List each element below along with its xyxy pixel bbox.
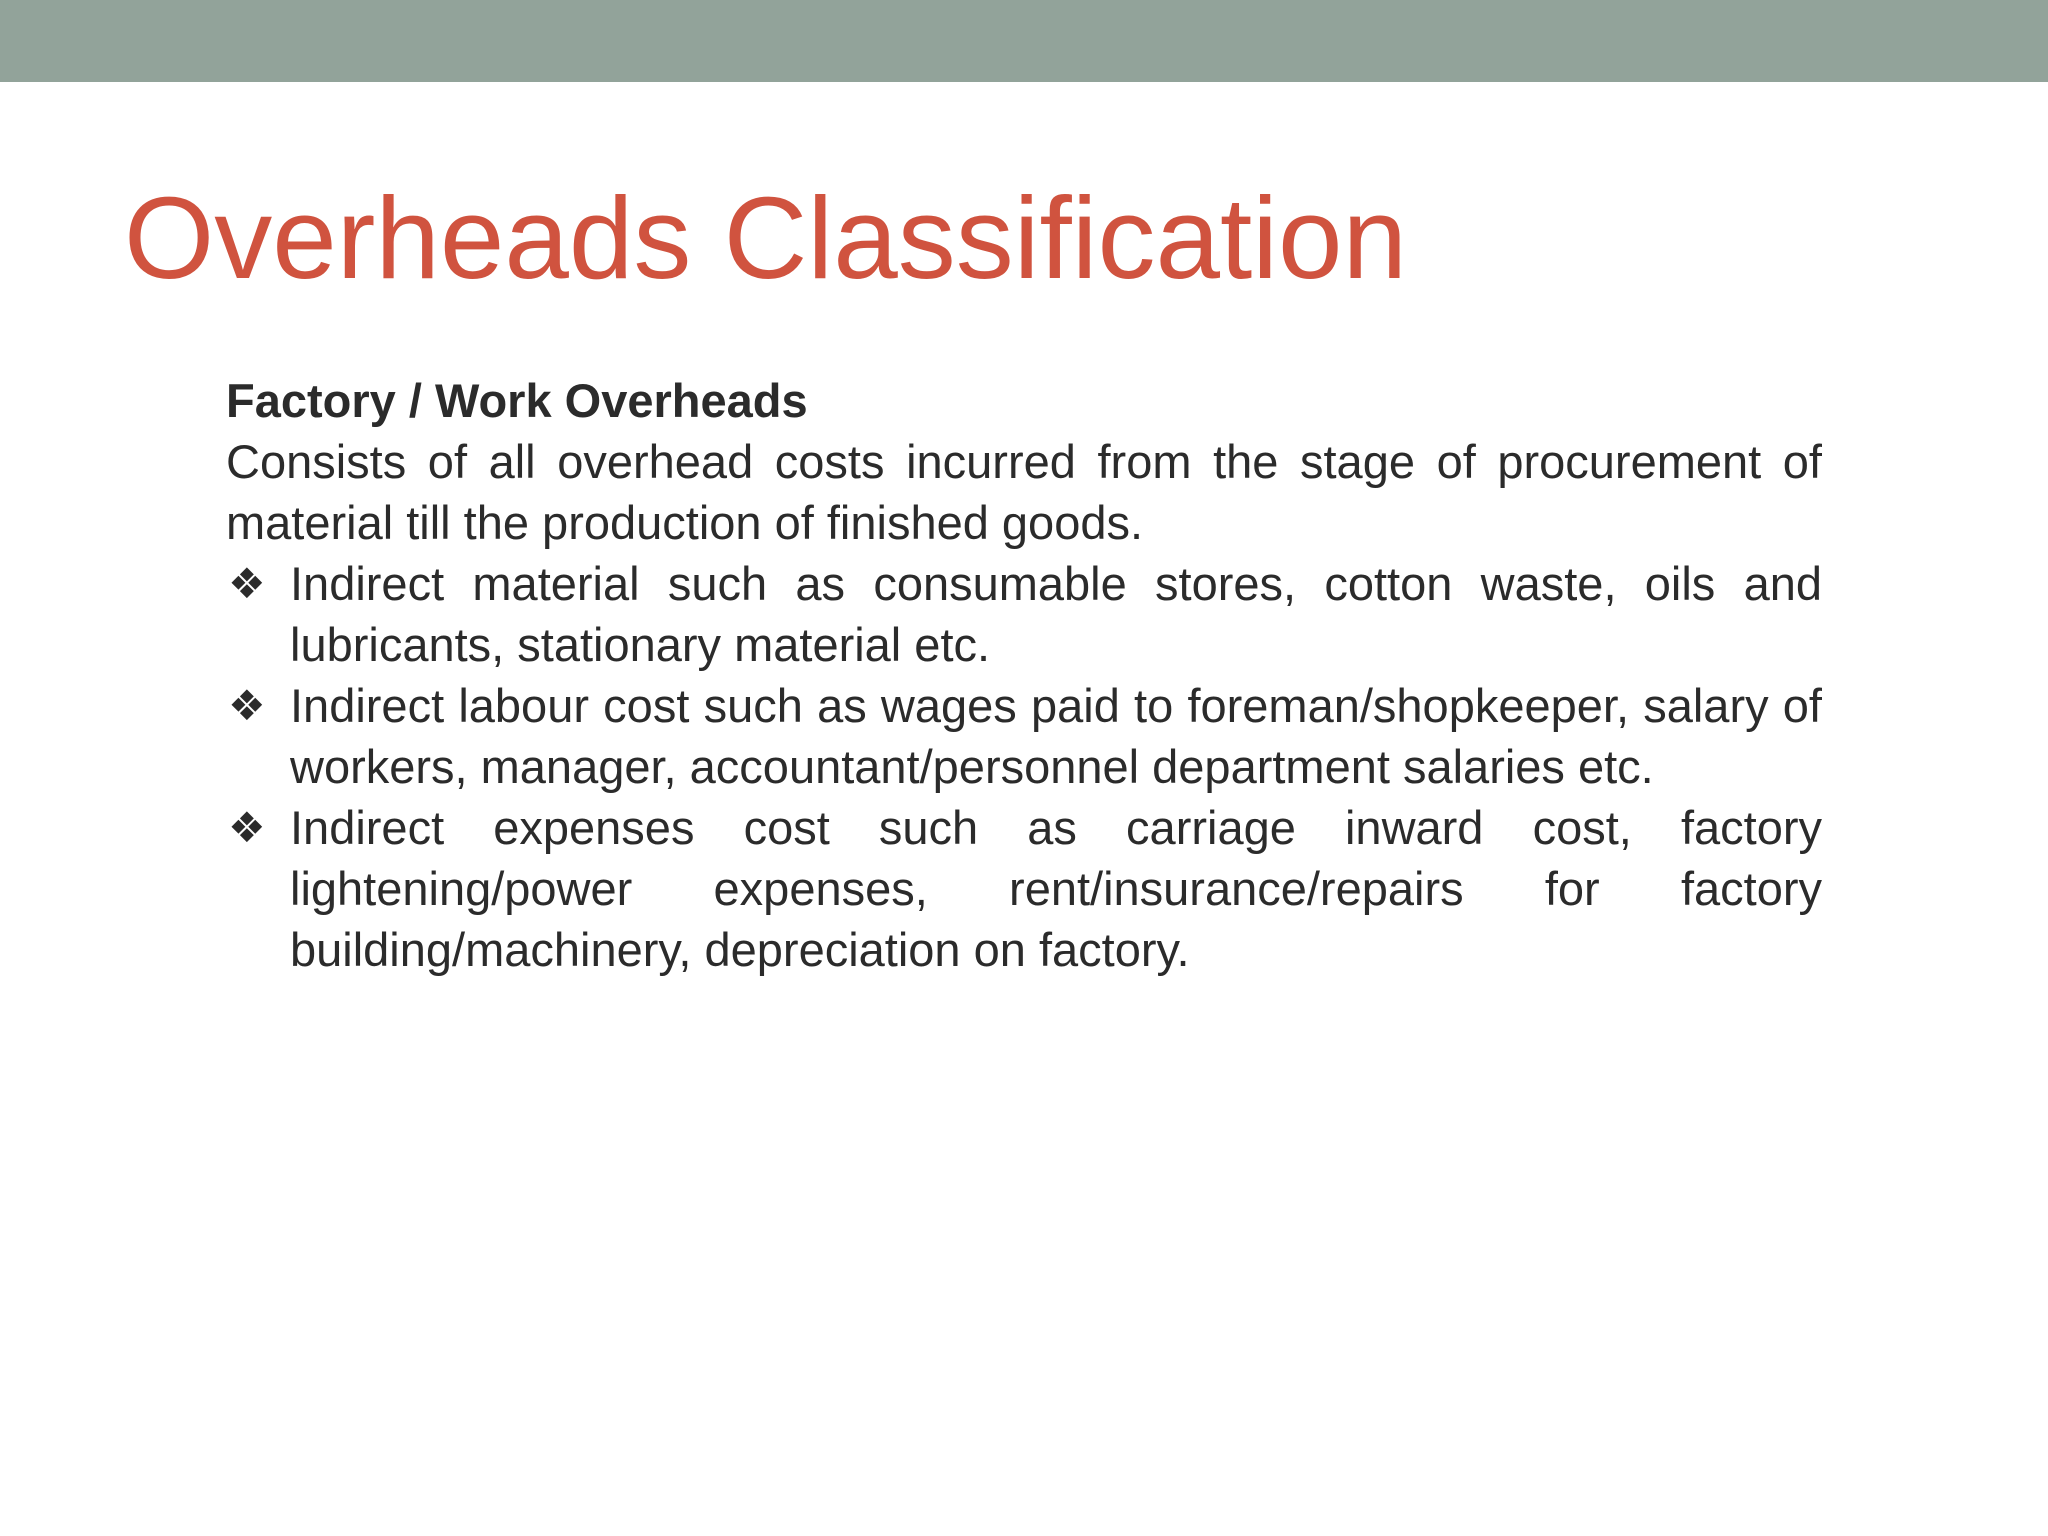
list-item — [226, 553, 1822, 675]
diamond-cross-icon: ❖ — [228, 681, 266, 730]
bullet-list — [226, 553, 1822, 980]
list-item — [226, 675, 1822, 797]
slide-content — [226, 370, 1822, 980]
list-item-text: Indirect labour cost such as wages paid to foreman/shopkeeper, salary of workers, manager, accountant/personnel department salaries etc. — [290, 679, 1822, 793]
intro-paragraph: Consists of all overhead costs incurred from the stage of procurement of material till the production of finished goods. — [226, 435, 1822, 549]
top-bar — [0, 0, 2048, 82]
diamond-cross-icon: ❖ — [228, 803, 266, 852]
list-item-text: Indirect material such as consumable stores, cotton waste, oils and lubricants, stationary material etc. — [290, 557, 1822, 671]
list-item-text: Indirect expenses cost such as carriage inward cost, factory lightening/power expenses, rent/insurance/repairs for factory building/machinery, depreciation on factory. — [290, 801, 1822, 976]
list-item — [226, 797, 1822, 980]
section-heading: Factory / Work Overheads — [226, 374, 808, 427]
slide-title: Overheads Classification — [124, 173, 1408, 303]
diamond-cross-icon: ❖ — [228, 559, 266, 608]
